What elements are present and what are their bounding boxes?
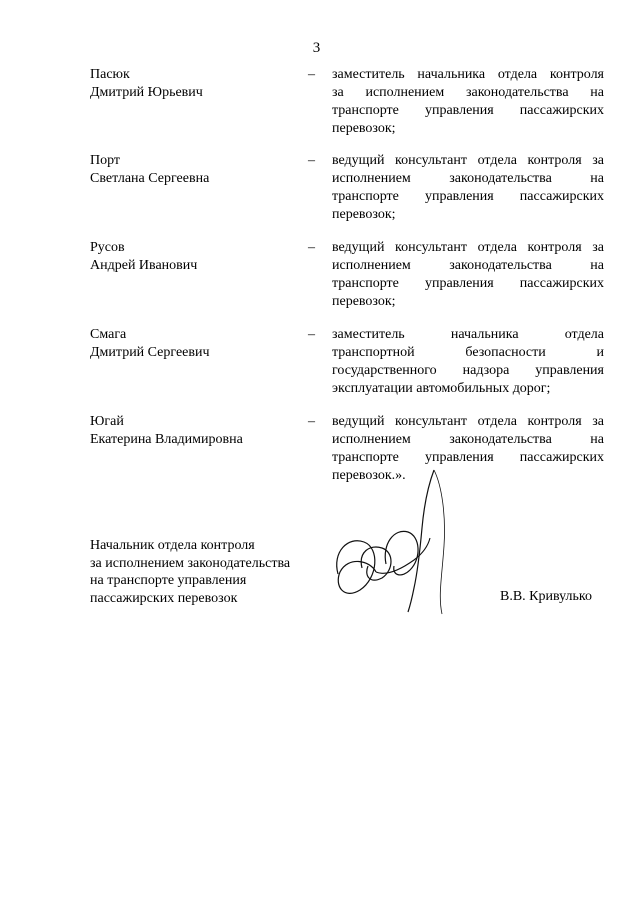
entry-surname: Югай [90, 414, 124, 429]
entry-given-name: Дмитрий Сергеевич [90, 345, 210, 360]
entry-dash: – [308, 327, 315, 342]
entry-dash: – [308, 414, 315, 429]
role-line: ведущий консультант отдела контроля за [332, 414, 604, 429]
role-line: транспорте управления пассажирских [332, 103, 604, 118]
footer-title-line: за исполнением законодательства [90, 555, 291, 571]
role-line: исполнением законодательства на [332, 258, 604, 273]
entry-dash: – [308, 240, 315, 255]
footer-title-line: на транспорте управления [90, 573, 247, 588]
entry-surname: Смага [90, 327, 127, 342]
entry-name [90, 152, 300, 188]
entry-given-name: Дмитрий Юрьевич [90, 85, 203, 100]
role-line: заместитель начальника отдела [332, 327, 604, 342]
entry-surname: Пасюк [90, 67, 130, 82]
entry-dash: – [308, 153, 315, 168]
role-line: ведущий консультант отдела контроля за [332, 153, 604, 168]
role-line: государственного надзора управления [332, 363, 604, 378]
page-number: 3 [312, 40, 321, 56]
entry-name [90, 413, 300, 449]
footer-title [90, 537, 320, 607]
role-line: ведущий консультант отдела контроля за [332, 240, 604, 255]
role-line: заместитель начальника отдела контроля [332, 67, 604, 82]
role-line: эксплуатации автомобильных дорог; [332, 381, 551, 396]
entry-dash: – [308, 67, 315, 82]
role-line: транспорте управления пассажирских [332, 276, 604, 291]
entry-name [90, 66, 300, 102]
footer-title-line: пассажирских перевозок [90, 590, 238, 606]
role-line: исполнением законодательства на [332, 432, 604, 447]
role-line: перевозок; [332, 121, 396, 136]
entry-role [332, 66, 604, 138]
role-line: исполнением законодательства на [332, 171, 604, 186]
role-line: перевозок.». [332, 468, 406, 483]
role-line: перевозок; [332, 207, 396, 222]
entry-given-name: Екатерина Владимировна [90, 432, 243, 447]
entry-surname: Порт [90, 153, 121, 168]
entry-role [332, 239, 604, 311]
entry-given-name: Андрей Иванович [90, 258, 198, 273]
entry-name [90, 239, 300, 275]
role-line: перевозок; [332, 294, 396, 309]
signer-name: В.В. Кривулько [500, 589, 592, 604]
role-line: за исполнением законодательства на [332, 85, 604, 100]
role-line: транспортной безопасности и [332, 345, 604, 360]
footer-title-line: Начальник отдела контроля [90, 538, 255, 553]
role-line: транспорте управления пассажирских [332, 189, 604, 204]
entry-given-name: Светлана Сергеевна [90, 171, 210, 186]
entry-role [332, 326, 604, 398]
handwritten-signature [330, 466, 460, 616]
entry-surname: Русов [90, 240, 125, 255]
entry-role [332, 152, 604, 224]
role-line: транспорте управления пассажирских [332, 450, 604, 465]
entry-name [90, 326, 300, 362]
